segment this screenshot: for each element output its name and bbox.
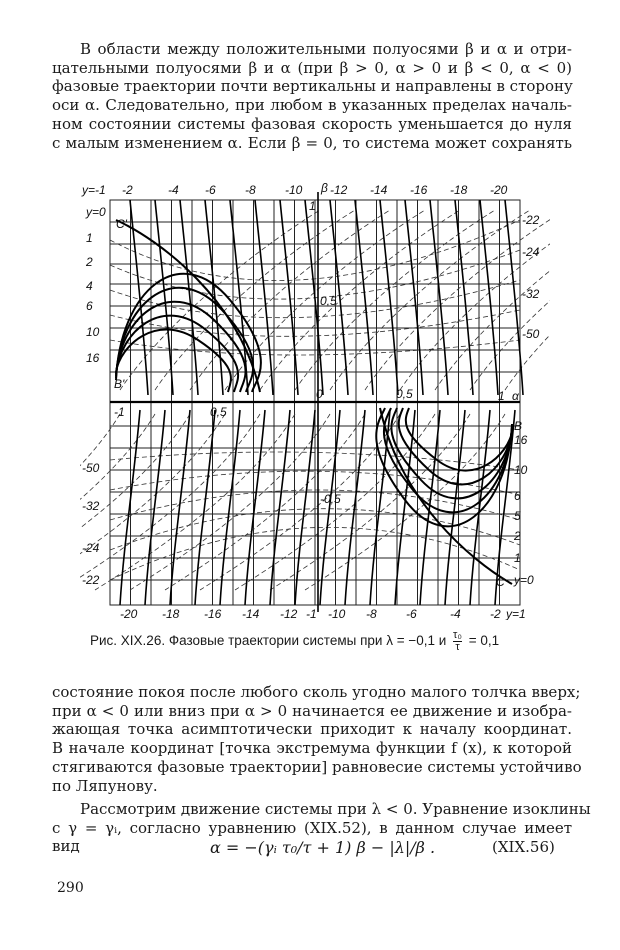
trajectory-line [155,200,173,395]
right-lower-labels [513,433,534,587]
point-b: B [514,419,523,433]
equation-number: (XIX.56) [492,838,555,856]
text-line: состояние покоя после любого сколь угодно малого толчка вверх; [52,683,581,701]
trajectory-line [355,200,373,395]
left-lower-label: -24 [82,541,100,555]
trajectory-line [370,410,390,605]
right-lower-label: 16 [514,433,528,447]
trajectory-line [445,410,465,605]
trajectory-line [320,410,340,605]
trajectory-line [420,410,440,605]
isocline-line [95,414,295,590]
trajectory-line [180,200,198,395]
bottom-label: y=1 [506,607,526,620]
bottom-label: -18 [162,607,180,620]
trajectory-line [280,200,298,395]
caption-frac-den: τ [455,641,460,653]
trajectory-line [455,200,473,395]
text-line: по Ляпунову. [52,776,158,795]
right-upper-labels [522,213,540,341]
left-lower-label: -22 [82,573,100,587]
top-label: -10 [285,183,303,197]
page-number: 290 [57,880,84,896]
caption-text: Рис. XIX.26. Фазовые траектории системы при λ = −0,1 и [90,633,447,649]
right-upper-label: -24 [522,245,540,259]
alpha-tick-half: 0,5 [396,387,413,401]
beta-tick-neg-half: -0,5 [320,492,341,506]
trajectory-line [255,200,273,395]
right-lower-label: 10 [514,463,528,477]
phase-trajectories-figure [80,180,550,620]
text-line: вид [52,837,80,856]
left-label: 2 [86,255,93,269]
left-lower-label: -50 [82,461,100,475]
bottom-label: -14 [242,607,260,620]
text-line: цательными полуосями β и α (при β > 0, α > 0 и β < 0, α < 0) [52,58,572,77]
trajectory-line [345,410,365,605]
top-label: -18 [450,183,468,197]
trajectory-line [405,200,423,395]
right-upper-label: -32 [522,287,540,301]
figure-caption [90,630,550,653]
top-label: y=-1 [82,183,106,197]
text-line: ном состоянии системы фазовая скорость уменьшается до нуля [52,114,572,133]
bottom-label: -12 [280,607,298,620]
alpha-tick-zero: 0 [316,387,323,401]
top-label: -14 [370,183,388,197]
beta-tick-1: 1 [309,199,316,213]
bottom-label: -16 [204,607,222,620]
top-label: -2 [122,183,133,197]
right-lower-label: 2 [514,529,521,543]
top-label: -12 [330,183,348,197]
right-lower-label: 6 [514,489,521,503]
left-label: 6 [86,299,93,313]
trajectory-line [270,410,290,605]
text-line: с γ = γᵢ, согласно уравнению (XIX.52), в данном случае имеет [52,818,572,837]
bottom-label: -6 [406,607,417,620]
isocline-line [270,414,470,590]
left-label: 1 [86,231,93,245]
trajectory-line [480,200,498,395]
point-c: C [496,575,505,589]
beta-tick-half: 0,5 [320,294,337,308]
bottom-label: -10 [328,607,346,620]
left-label: y=0 [86,205,106,219]
paragraph-stability [52,683,582,795]
alpha-tick-neg-half: 0,5 [210,405,227,419]
bottom-labels [120,607,526,620]
right-upper-label: -50 [522,327,540,341]
top-label: -16 [410,183,428,197]
top-labels [81,183,508,197]
left-label: 10 [86,325,100,339]
caption-tail: = 0,1 [468,633,500,649]
paragraph-intro [52,40,572,152]
top-label: -4 [168,183,179,197]
equation: α = −(γᵢ τ₀/τ + 1) β − |λ|/β . [210,838,436,857]
left-lower-label: -32 [82,499,100,513]
trajectory-line [220,410,240,605]
caption-frac-num: τ₀ [453,629,462,641]
alpha-tick-neg-one: -1 [114,405,125,419]
trajectory-line [145,410,165,605]
point-b-prime: B' [114,377,125,391]
right-lower-label: 1 [514,551,521,565]
right-lower-label: 5 [514,509,521,523]
left-labels [85,205,106,365]
text-line: фазовые траектории почти вертикальны и направлены в сторону [52,77,573,96]
trajectory-line [245,410,265,605]
bottom-label: -2 [490,607,501,620]
bottom-label: -20 [120,607,138,620]
text-line: В начале координат [точка экстремума функции f (x), к которой [52,739,572,758]
left-label: 16 [86,351,100,365]
trajectory-line [430,200,448,395]
bottom-label: -1 [306,607,317,620]
text-line: жающая точка асимптотически приходит к началу координат. [52,720,572,739]
top-label: -6 [205,183,216,197]
text-line: оси α. Следовательно, при любом в указанных пределах началь- [52,96,572,115]
spiral-trajectory [116,329,231,392]
right-upper-label: -22 [522,213,540,227]
point-c-prime: C' [116,217,127,231]
left-label: 4 [86,279,93,293]
text-line: Рассмотрим движение системы при λ < 0. Уравнение изоклины [80,800,591,818]
alpha-axis-label: α [512,389,519,403]
trajectory-line [295,410,315,605]
beta-axis-label: β [321,181,328,195]
alpha-tick-one: 1 [498,389,505,403]
right-lower-label: y=0 [514,573,534,587]
bottom-label: -8 [366,607,377,620]
text-line: с малым изменением α. Если β = 0, то система может сохранять [52,133,572,152]
text-line: стягиваются фазовые траектории] равновесие системы устойчиво [52,757,582,776]
top-label: -8 [245,183,256,197]
bottom-label: -4 [450,607,461,620]
top-label: -20 [490,183,508,197]
text-line: В области между положительными полуосями β и α и отри- [80,40,572,58]
text-line: при α < 0 или вниз при α > 0 начинается ее движение и изобра- [52,701,572,720]
